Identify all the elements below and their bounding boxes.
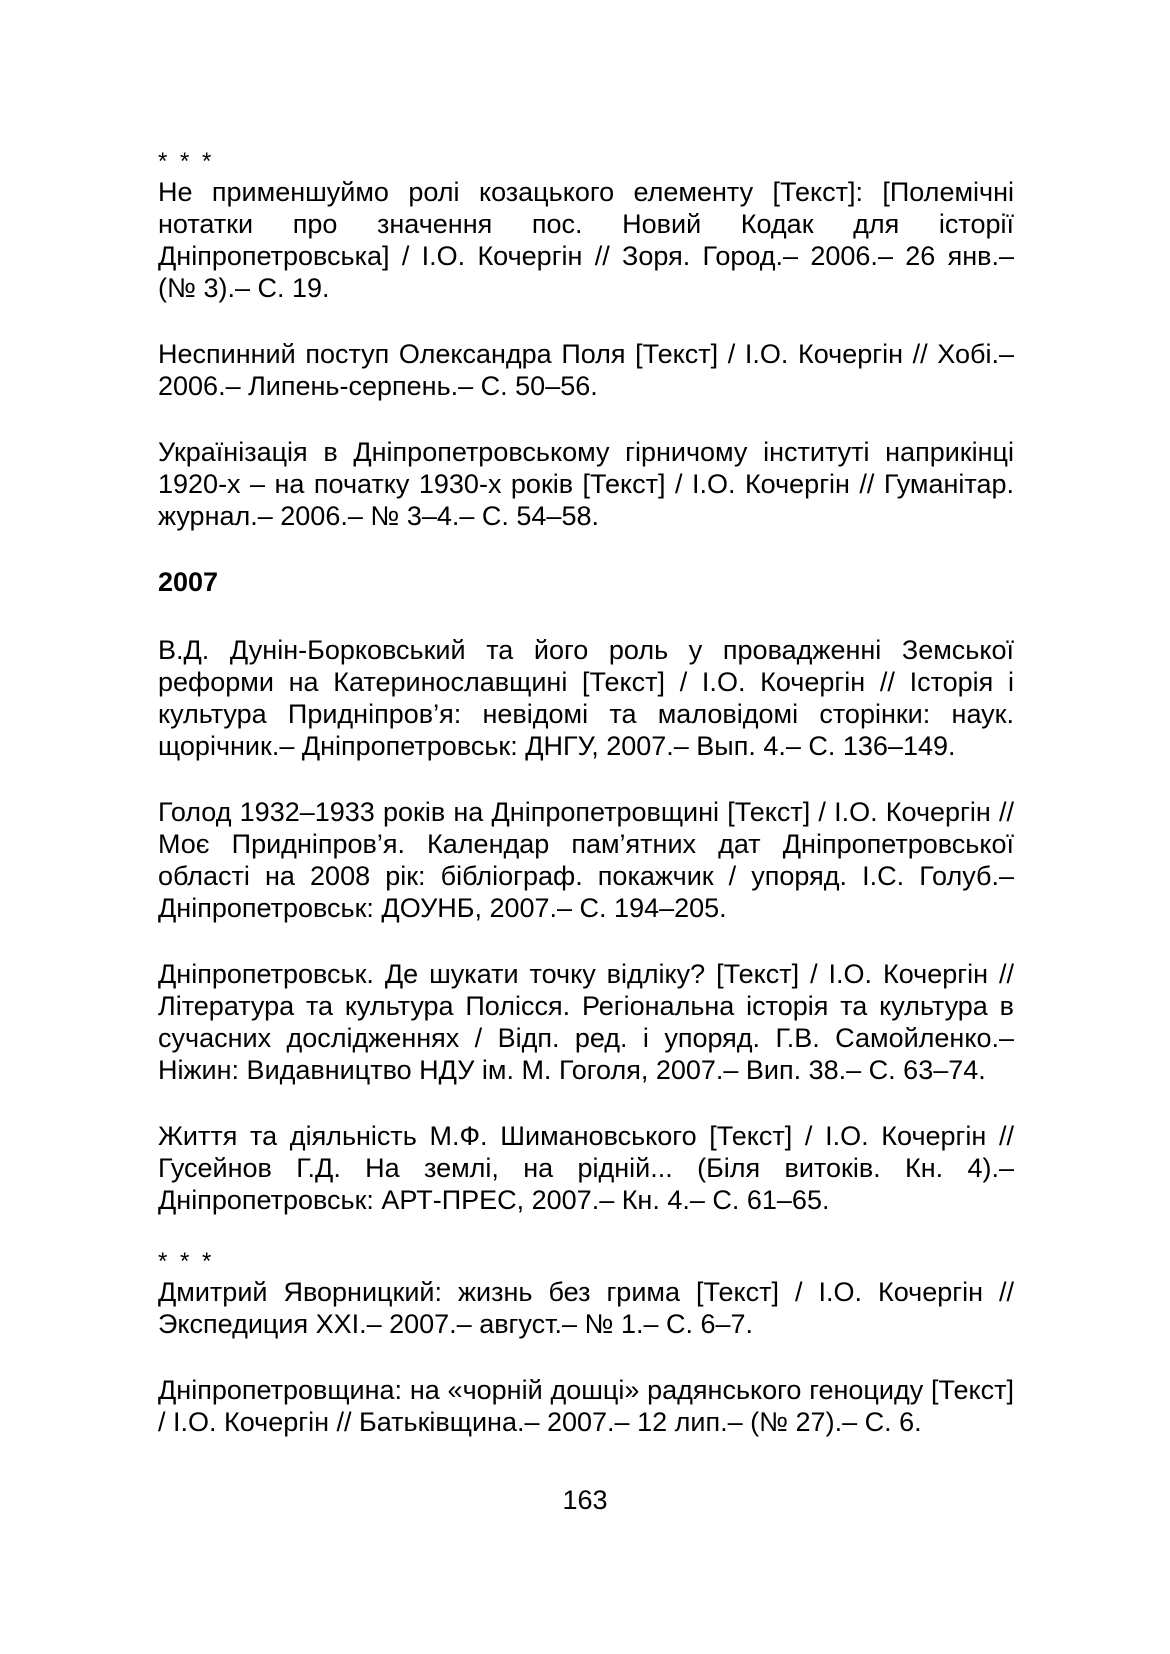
bibliography-entry: В.Д. Дунін-Борковський та його роль у провадженні Земської реформи на Катеринославщині [Текст] / І.О. Кочергін // Історія і культура Придніпров’я: невідомі та маловідомі сторінки: наук. щорічник.– Дніпропетровськ: ДНГУ, 2007.– Вып. 4.– С. 136–149.	[158, 635, 1014, 761]
bibliography-entry: Не применшуймо ролі козацького елементу [Текст]: [Полемічні нотатки про значення пос. Новий Кодак для історії Дніпропетровська] / І.О. Кочергін // Зоря. Город.– 2006.– 26 янв.– (№ 3).– С. 19.	[158, 177, 1014, 303]
bibliography-entry: Українізація в Дніпропетровському гірничому інституті наприкінці 1920-х – на початку 1930-х років [Текст] / І.О. Кочергін // Гуманітар. журнал.– 2006.– № 3–4.– С. 54–58.	[158, 437, 1014, 531]
bibliography-entry: Голод 1932–1933 років на Дніпропетровщині [Текст] / І.О. Кочергін // Моє Придніпров’я. Календар пам’ятних дат Дніпропетровської області на 2008 рік: бібліограф. покажчик / упоряд. І.С. Голуб.– Дніпропетровськ: ДОУНБ, 2007.– С. 194–205.	[158, 797, 1014, 923]
bibliography-page	[158, 150, 1014, 1472]
section-separator: * * *	[158, 1248, 215, 1275]
year-heading: 2007	[158, 567, 219, 597]
page-number: 163	[562, 1485, 608, 1515]
bibliography-entry: Дмитрий Яворницкий: жизнь без грима [Текст] / І.О. Кочергін // Экспедиция XXI.– 2007.– август.– № 1.– С. 6–7.	[158, 1277, 1014, 1339]
bibliography-entry: Неспинний поступ Олександра Поля [Текст] / І.О. Кочергін // Хобі.– 2006.– Липень-серпень.– С. 50–56.	[158, 339, 1014, 401]
bibliography-entry: Дніпропетровськ. Де шукати точку відліку? [Текст] / І.О. Кочергін // Література та культура Полісся. Регіональна історія та культура в сучасних дослідженнях / Відп. ред. і упоряд. Г.В. Самойленко.– Ніжин: Видавництво НДУ ім. М. Гоголя, 2007.– Вип. 38.– С. 63–74.	[158, 959, 1014, 1085]
bibliography-entry: Дніпропетровщина: на «чорній дошці» радянського геноциду [Текст] / І.О. Кочергін // Батьківщина.– 2007.– 12 лип.– (№ 27).– С. 6.	[158, 1375, 1014, 1437]
section-separator: * * *	[158, 148, 215, 175]
bibliography-entry: Життя та діяльність М.Ф. Шимановського [Текст] / І.О. Кочергін // Гусейнов Г.Д. На землі, на рідній... (Біля витоків. Кн. 4).– Дніпропетровськ: АРТ-ПРЕС, 2007.– Кн. 4.– С. 61–65.	[158, 1121, 1014, 1215]
